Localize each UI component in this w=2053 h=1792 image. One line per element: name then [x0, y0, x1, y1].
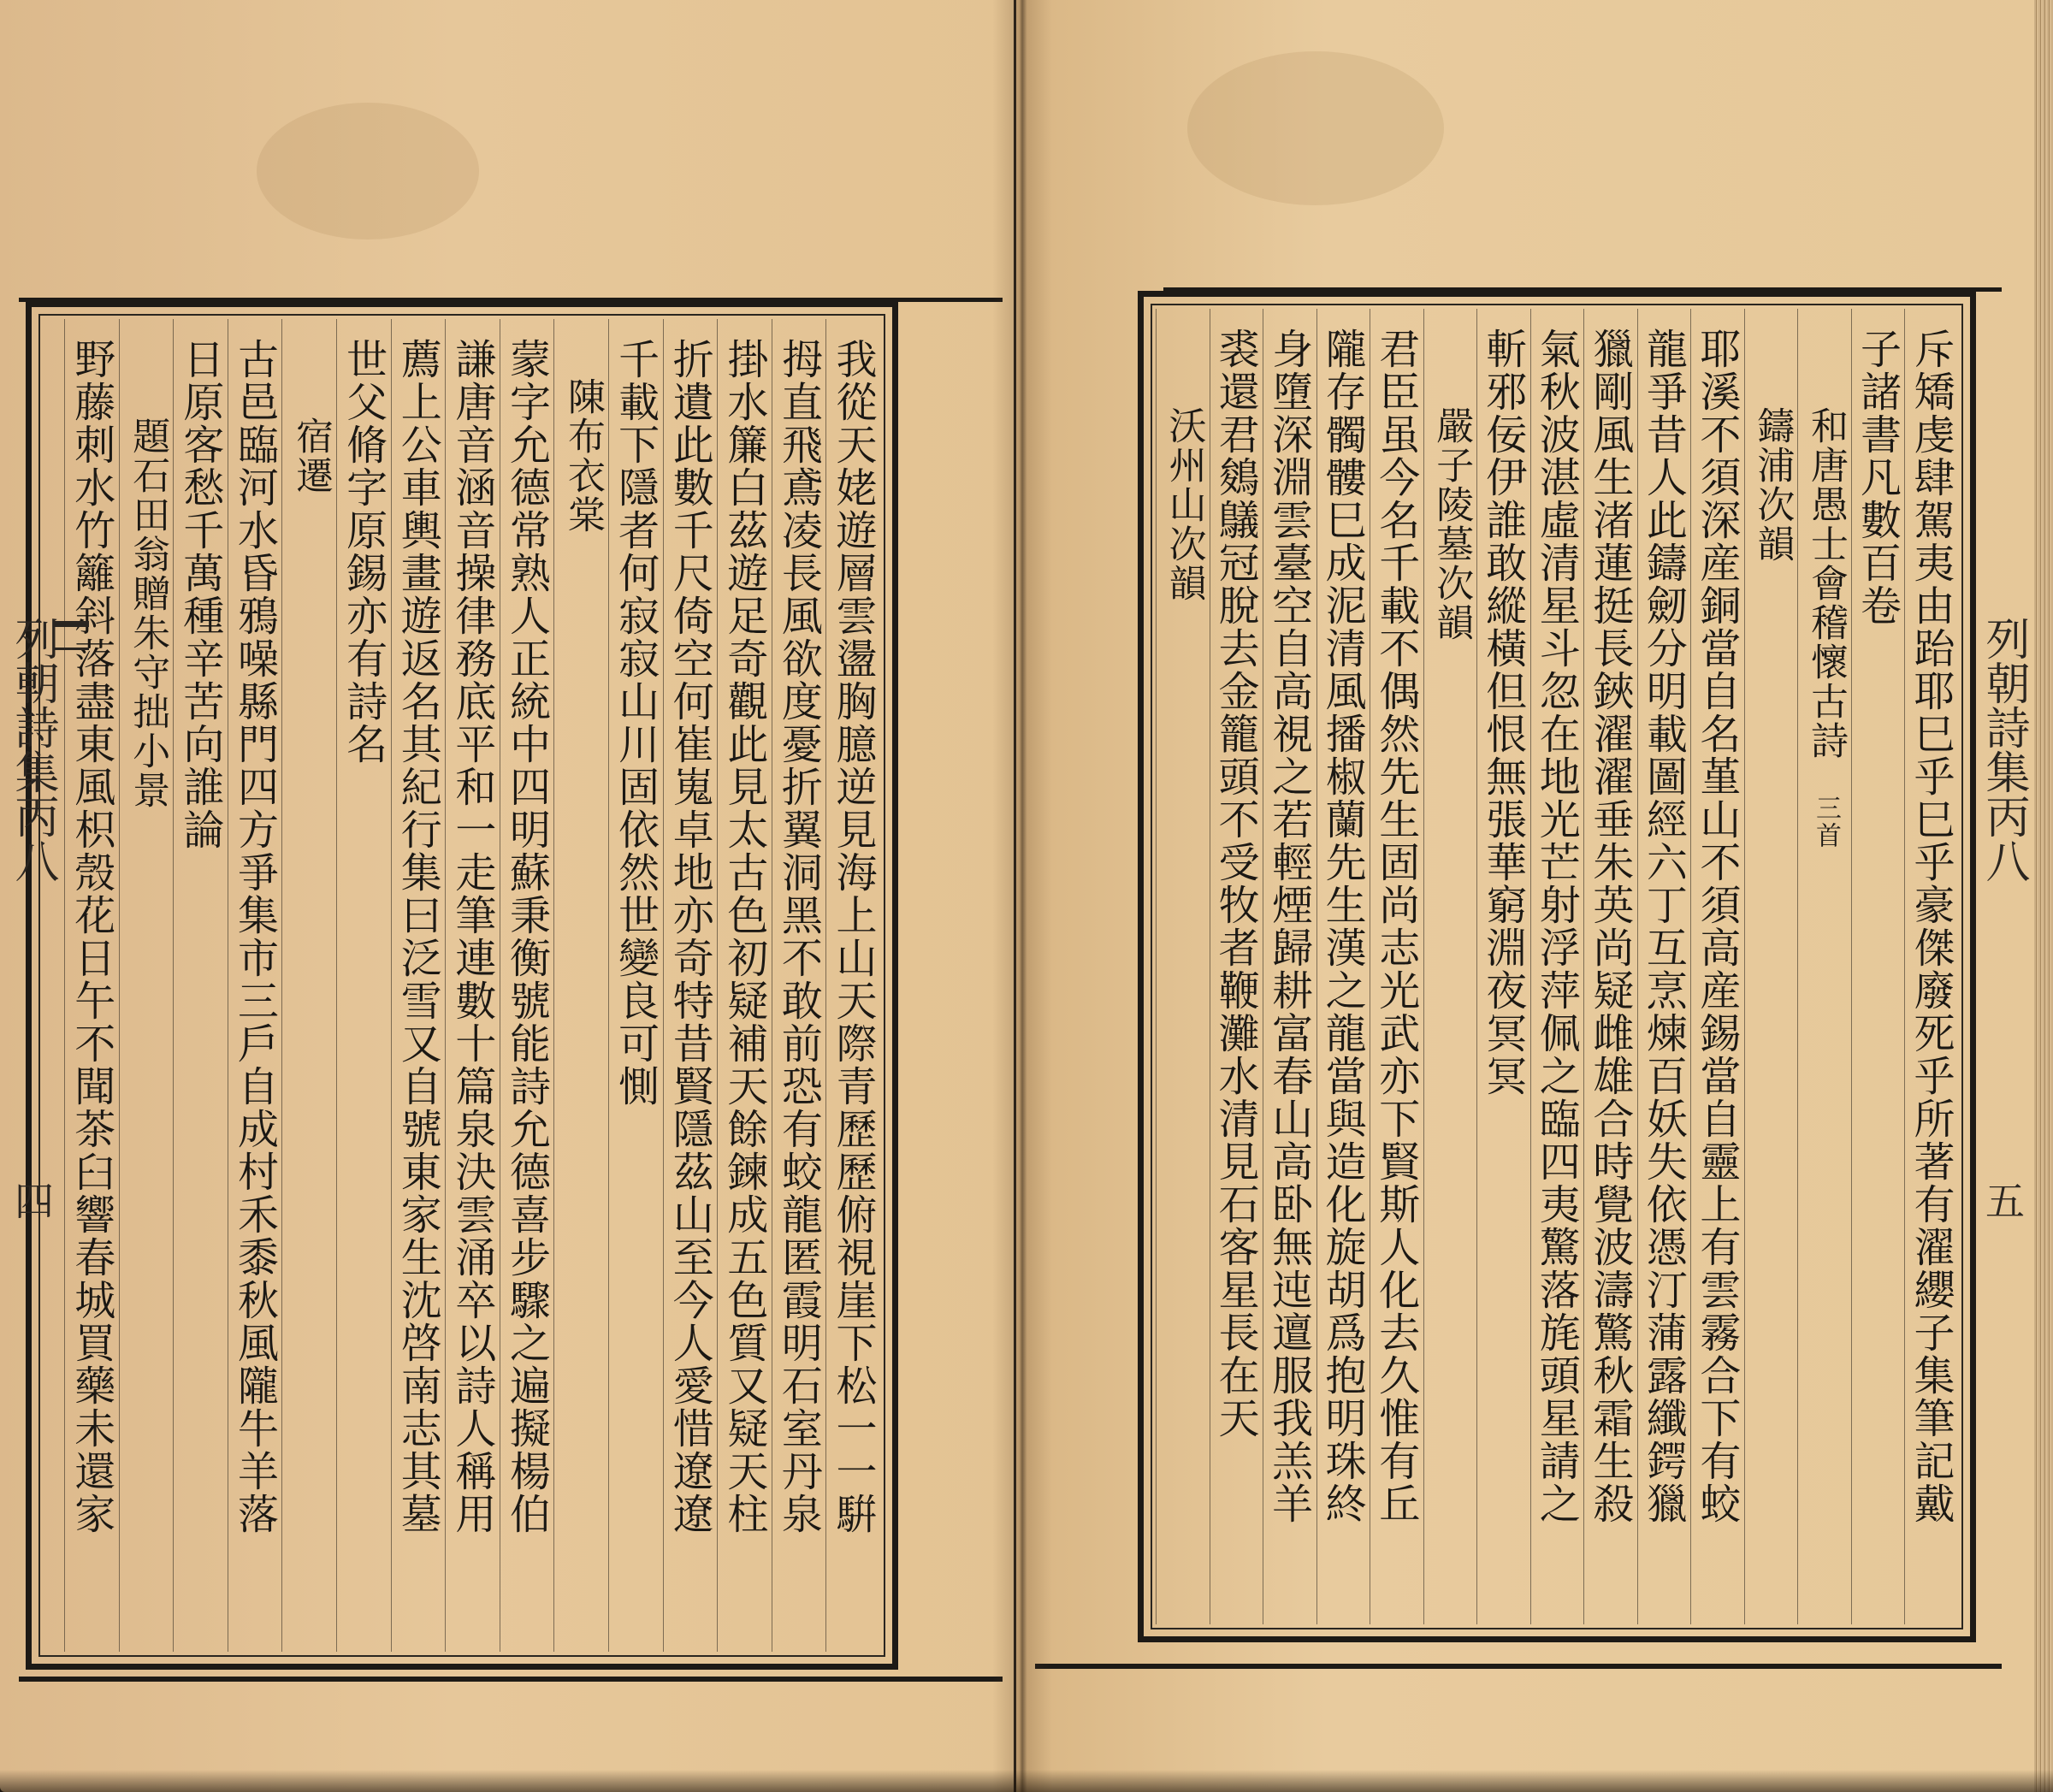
column-text: 我從天姥遊層雲盪胸臆逆見海上山天際青歷歷俯視崖下松一一騈 — [829, 338, 877, 1535]
column-text: 拇直飛鳶凌長風欲度憂折翼洞黑不敢前恐有蛟龍匿霞明石室丹泉 — [774, 338, 823, 1535]
left-page — [0, 0, 1014, 1792]
column-text: 掛水簾白茲遊足奇觀此見太古色初疑補天餘鍊成五色質又疑天柱 — [719, 338, 768, 1535]
text-column — [1476, 309, 1530, 1624]
column-text: 謙唐音涵音操律務底平和一走筆連數十篇泉決雲涌卒以詩人稱用 — [447, 338, 496, 1535]
paper-stain — [257, 103, 479, 240]
bottom-rule-right — [1035, 1664, 2002, 1669]
text-column — [500, 319, 554, 1652]
column-text: 世父脩字原錫亦有詩名 — [339, 338, 388, 766]
column-text: 題石田翁贈朱守拙小景 — [126, 338, 170, 810]
fish-tail-mark-icon — [55, 621, 89, 650]
column-text: 薦上公車輿畫遊返名其紀行集曰泛雪又自號東家生沈啓南志其墓 — [393, 338, 442, 1535]
text-column — [608, 319, 663, 1652]
text-column — [228, 319, 282, 1652]
text-column — [1851, 309, 1905, 1624]
column-text: 沃州山次韻 — [1162, 328, 1206, 603]
text-column — [445, 319, 500, 1652]
column-text: 日原客愁千萬種辛苦向誰論 — [175, 338, 224, 851]
column-text: 氣秋波湛虛清星斗忽在地光芒射浮萍佩之臨四夷驚落旄頭星請之 — [1532, 328, 1581, 1525]
column-text: 嚴子陵墓次韻 — [1429, 328, 1474, 642]
text-column — [1263, 309, 1316, 1624]
column-text: 龍爭昔人此鑄劒分明載圖經六丁互烹煉百妖失依憑汀蒲露纖鍔獵 — [1639, 328, 1688, 1525]
text-column — [663, 319, 718, 1652]
poem-title-column — [553, 319, 608, 1652]
right-margin-title — [1978, 616, 2029, 883]
text-column — [1370, 309, 1423, 1624]
text-column — [173, 319, 228, 1652]
text-column — [717, 319, 772, 1652]
text-column — [1210, 309, 1263, 1624]
poem-title-column — [1156, 309, 1210, 1624]
poem-title-column — [1797, 309, 1851, 1624]
left-margin-title-text: 列朝詩集丙八 — [7, 616, 58, 883]
text-column — [825, 319, 880, 1652]
text-column — [1637, 309, 1691, 1624]
text-column — [1904, 309, 1958, 1624]
column-text: 陳布衣棠 — [561, 338, 606, 535]
column-text: 子諸書凡數百卷 — [1853, 328, 1902, 627]
column-text: 獵剛風生渚蓮挺長鋏濯濯垂朱英尚疑雌雄合時覺波濤驚秋霜生殺 — [1585, 328, 1634, 1525]
column-text: 野藤刺水竹籬斜落盡東風枳殼花日午不聞茶臼響春城買藥未還家 — [67, 338, 115, 1535]
poem-title-column — [119, 319, 174, 1652]
left-margin-title — [7, 616, 89, 883]
text-column — [1530, 309, 1584, 1624]
column-text: 鑄浦次韻 — [1750, 328, 1795, 564]
text-column — [64, 319, 119, 1652]
column-text: 隴存髑髏巳成泥清風播椒蘭先生漢之龍當與造化旋胡爲抱明珠終 — [1318, 328, 1367, 1525]
text-column — [1316, 309, 1370, 1624]
column-text: 和唐愚士會稽懷古詩 — [1803, 328, 1848, 760]
column-text: 宿遷 — [289, 338, 334, 495]
text-column — [1690, 309, 1744, 1624]
column-note: 三首 — [1810, 795, 1841, 849]
poem-title-column — [281, 319, 336, 1652]
right-text-columns — [1156, 309, 1958, 1624]
paper-stain — [1187, 51, 1444, 205]
column-text: 折遺此數千尺倚空何崔嵬卓地亦奇特昔賢隱茲山至今人愛惜遼遼 — [666, 338, 714, 1535]
text-column — [391, 319, 446, 1652]
poem-title-column — [1423, 309, 1477, 1624]
right-page-number: 五 — [1979, 1180, 2026, 1220]
book-gutter — [992, 0, 1052, 1792]
column-text: 君臣虽今名千載不偶然先生固尚志光武亦下賢斯人化去久惟有丘 — [1371, 328, 1420, 1525]
column-text: 身墮深淵雲臺空自高視之若輕煙歸耕富春山高卧無迍邅服我羔羊 — [1264, 328, 1313, 1525]
right-print-frame — [1138, 291, 1976, 1642]
column-text: 斬邪佞伊誰敢縱橫但恨無張華窮淵夜冥冥 — [1478, 328, 1527, 1097]
left-page-number: 四 — [9, 1180, 55, 1220]
column-text: 斥矯虔肆駕夷由跆耶巳乎巳乎豪傑廢死乎所著有濯纓子集筆記戴 — [1907, 328, 1955, 1525]
text-column — [772, 319, 826, 1652]
poem-title-column — [1744, 309, 1798, 1624]
text-column — [1583, 309, 1637, 1624]
bottom-shadow — [0, 1770, 2053, 1792]
text-column — [336, 319, 391, 1652]
column-text: 蒙字允德常熟人正統中四明蘇秉衡號能詩允德喜步驟之遍擬楊伯 — [502, 338, 551, 1535]
column-text: 古邑臨河水昏鴉噪縣門四方爭集市三戶自成村禾黍秋風隴牛羊落 — [230, 338, 279, 1535]
left-text-columns — [44, 319, 880, 1652]
right-margin-title-text: 列朝詩集丙八 — [1978, 616, 2029, 883]
left-print-frame — [26, 301, 898, 1670]
column-text: 耶溪不須深産銅當自名堇山不須高産錫當自靈上有雲霧合下有蛟 — [1692, 328, 1741, 1525]
bottom-rule — [19, 1677, 1003, 1682]
column-text: 裘還君鵕鸃冠脫去金籠頭不受牧者鞭灘水清見石客星長在天 — [1211, 328, 1260, 1440]
column-text: 千載下隱者何寂寂山川固依然世變良可惻 — [611, 338, 660, 1108]
page-stack-edge — [2034, 0, 2053, 1792]
